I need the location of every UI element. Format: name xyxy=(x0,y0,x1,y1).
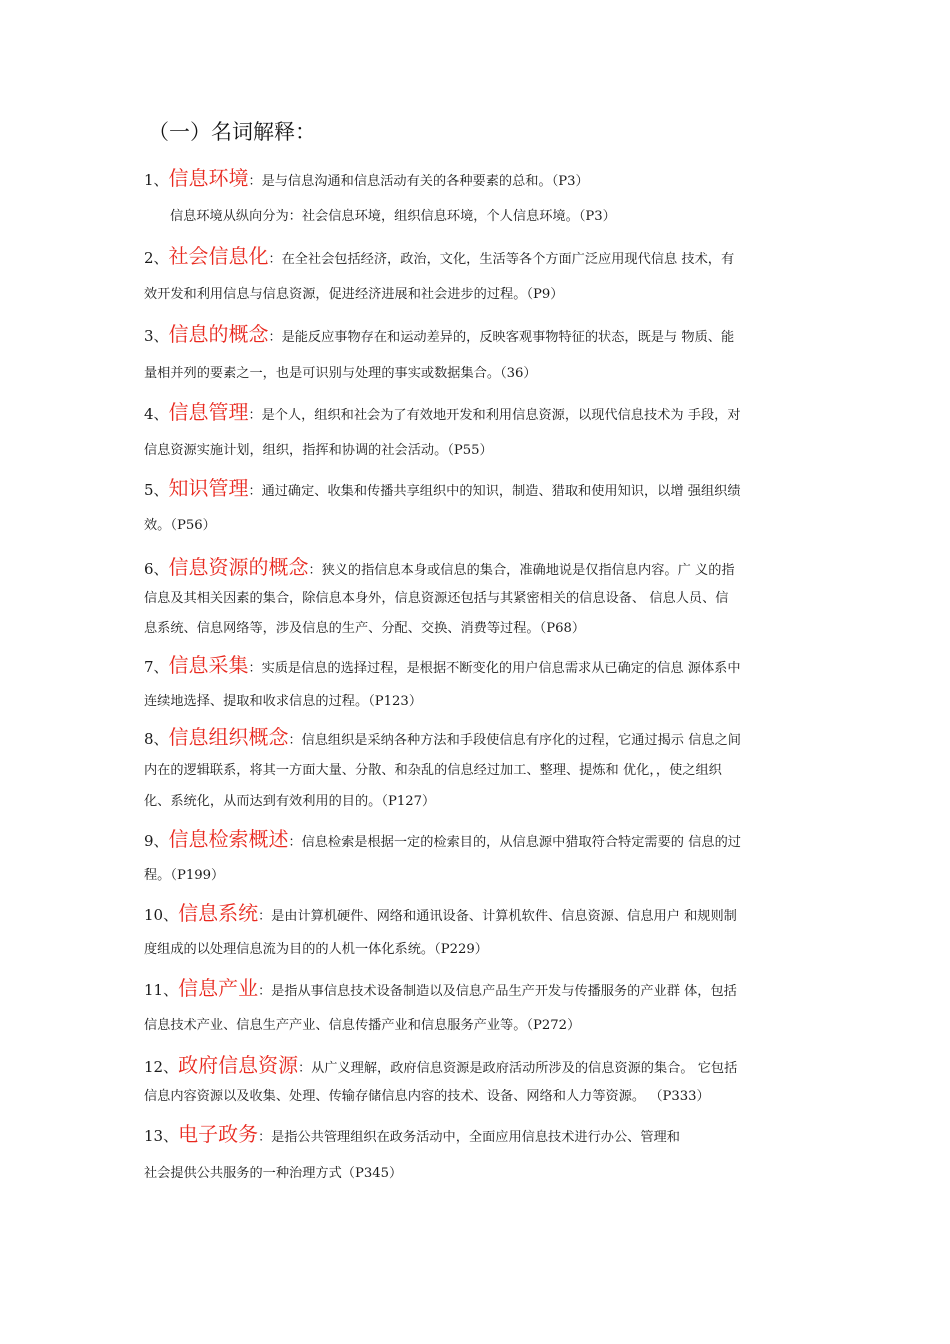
entry-text: 狭义的指信息本身或信息的集合，准确地说是仅指信息内容。广 义的指 xyxy=(321,563,735,578)
entry-term: 社会信息化 xyxy=(168,244,269,268)
entry-colon: ： xyxy=(248,408,262,423)
entry-term: 信息产业 xyxy=(178,976,259,1000)
entry-term: 信息系统 xyxy=(178,901,259,925)
entry-number: 4、 xyxy=(144,405,169,423)
entry-13 xyxy=(144,1124,824,1148)
entry-colon: ： xyxy=(288,835,302,850)
entry-term: 信息资源的概念 xyxy=(168,555,309,579)
entry-number: 3、 xyxy=(144,327,169,345)
entry-colon: ： xyxy=(248,174,262,189)
entry-1-extra: 信息环境从纵向分为：社会信息环境，组织信息环境，个人信息环境。（P3） xyxy=(170,209,616,224)
entry-colon: ： xyxy=(258,1130,272,1145)
entry-6-line3: 息系统、信息网络等，涉及信息的生产、分配、交换、消费等过程。（P68） xyxy=(144,621,586,636)
entry-colon: ： xyxy=(248,484,262,499)
entry-text: 实质是信息的选择过程，是根据不断变化的用户信息需求从已确定的信息 源体系中 xyxy=(261,661,741,676)
entry-number: 9、 xyxy=(144,832,169,850)
entry-1 xyxy=(144,168,824,192)
entry-12 xyxy=(144,1055,824,1079)
entry-7-line2: 连续地选择、提取和收求信息的过程。（P123） xyxy=(144,694,423,709)
entry-number: 10、 xyxy=(144,906,179,924)
entry-colon: ： xyxy=(288,733,302,748)
entry-term: 知识管理 xyxy=(168,476,249,500)
entry-10 xyxy=(144,903,824,927)
entry-12-line2: 信息内容资源以及收集、处理、传输存储信息内容的技术、设备、网络和人力等资源。 （P333） xyxy=(144,1089,710,1104)
entry-3 xyxy=(144,324,824,348)
entry-text: 信息检索是根据一定的检索目的，从信息源中猎取符合特定需要的 信息的过 xyxy=(301,835,741,850)
entry-term: 电子政务 xyxy=(178,1122,259,1146)
entry-colon: ： xyxy=(258,984,272,999)
entry-number: 1、 xyxy=(144,171,169,189)
entry-13-line2: 社会提供公共服务的一种治理方式（P345） xyxy=(144,1166,403,1181)
entry-8-line2: 内在的逻辑联系，将其一方面大量、分散、和杂乱的信息经过加工、整理、提炼和 优化，，使之组织 xyxy=(144,763,722,778)
entry-text: 从广义理解，政府信息资源是政府活动所涉及的信息资源的集合。 它包括 xyxy=(311,1061,738,1076)
entry-11-line2: 信息技术产业、信息生产产业、信息传播产业和信息服务产业等。（P272） xyxy=(144,1018,581,1033)
entry-colon: ： xyxy=(268,252,282,267)
entry-11 xyxy=(144,978,824,1002)
entry-number: 13、 xyxy=(144,1127,179,1145)
entry-colon: ： xyxy=(268,330,282,345)
entry-number: 8、 xyxy=(144,730,169,748)
section-heading: （一）名词解释： xyxy=(148,120,316,144)
entry-text: 是由计算机硬件、网络和通讯设备、计算机软件、信息资源、信息用户 和规则制 xyxy=(271,909,737,924)
entry-text: 是与信息沟通和信息活动有关的各种要素的总和。（P3） xyxy=(261,174,589,189)
entry-term: 政府信息资源 xyxy=(178,1053,299,1077)
entry-number: 7、 xyxy=(144,658,169,676)
entry-colon: ： xyxy=(258,909,272,924)
entry-colon: ： xyxy=(248,661,262,676)
entry-colon: ： xyxy=(308,563,322,578)
entry-text: 是个人，组织和社会为了有效地开发和利用信息资源，以现代信息技术为 手段，对 xyxy=(261,408,741,423)
entry-number: 6、 xyxy=(144,560,169,578)
entry-3-line2: 量相并列的要素之一，也是可识别与处理的事实或数据集合。（36） xyxy=(144,366,537,381)
entry-4 xyxy=(144,402,824,426)
entry-term: 信息环境 xyxy=(168,166,249,190)
entry-number: 11、 xyxy=(144,981,179,999)
entry-5-line2: 效。（P56） xyxy=(144,518,216,533)
entry-term: 信息管理 xyxy=(168,400,249,424)
entry-term: 信息组织概念 xyxy=(168,725,289,749)
entry-term: 信息检索概述 xyxy=(168,827,289,851)
entry-text: 在全社会包括经济，政治，文化，生活等各个方面广泛应用现代信息 技术，有 xyxy=(281,252,735,267)
entry-8 xyxy=(144,727,824,751)
entry-number: 2、 xyxy=(144,249,169,267)
entry-4-line2: 信息资源实施计划，组织，指挥和协调的社会活动。（P55） xyxy=(144,443,493,458)
entry-6-line2: 信息及其相关因素的集合，除信息本身外，信息资源还包括与其紧密相关的信息设备、 信息人员、信 xyxy=(144,591,729,606)
entry-2-line2: 效开发和利用信息与信息资源，促进经济进展和社会进步的过程。（P9） xyxy=(144,287,564,302)
entry-9-line2: 程。（P199） xyxy=(144,868,225,883)
entry-6 xyxy=(144,557,824,581)
entry-10-line2: 度组成的以处理信息流为目的的人机一体化系统。（P229） xyxy=(144,942,488,957)
entry-2 xyxy=(144,246,824,270)
entry-8-line3: 化、系统化，从而达到有效利用的目的。（P127） xyxy=(144,794,436,809)
entry-9 xyxy=(144,829,824,853)
entry-7 xyxy=(144,655,824,679)
entry-text: 是指公共管理组织在政务活动中，全面应用信息技术进行办公、管理和 xyxy=(271,1130,680,1145)
entry-term: 信息采集 xyxy=(168,653,249,677)
entry-text: 是能反应事物存在和运动差异的，反映客观事物特征的状态，既是与 物质、能 xyxy=(281,330,735,345)
entry-colon: ： xyxy=(298,1061,312,1076)
entry-number: 12、 xyxy=(144,1058,179,1076)
entry-number: 5、 xyxy=(144,481,169,499)
entry-text: 通过确定、收集和传播共享组织中的知识，制造、猎取和使用知识，以增 强组织绩 xyxy=(261,484,741,499)
entry-5 xyxy=(144,478,824,502)
entry-term: 信息的概念 xyxy=(168,322,269,346)
entry-text: 是指从事信息技术设备制造以及信息产品生产开发与传播服务的产业群 体，包括 xyxy=(271,984,737,999)
entry-text: 信息组织是采纳各种方法和手段使信息有序化的过程，它通过揭示 信息之间 xyxy=(301,733,741,748)
